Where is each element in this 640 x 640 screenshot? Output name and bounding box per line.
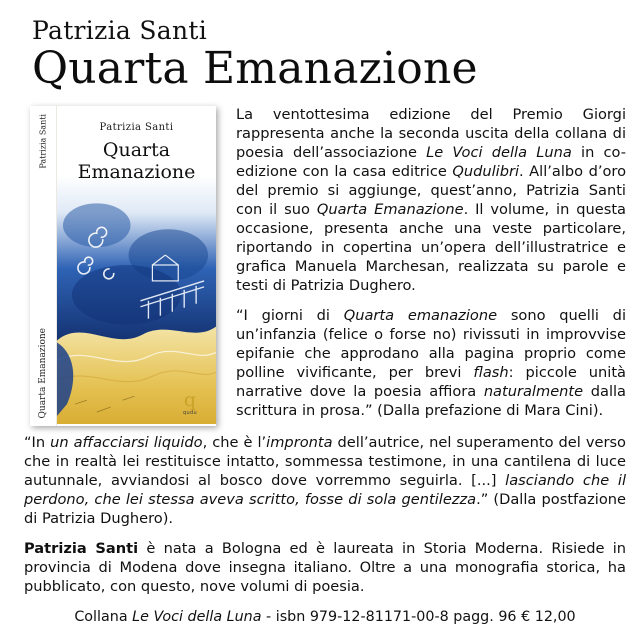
p3-text-3: dell’autrice, nel superamento del verso che in realtà lei restituisce intatto, sommessa testimone, in una cantilena di luce autunnale, avviandosi al bosco dove vorremmo seguirla. [...] bbox=[24, 434, 626, 490]
p2-text-2: sono quelli di un’infanzia (felice o forse no) rivissuti in improvvise epifanie che approdano alla pagina proprio come polline vivificante, per brevi bbox=[236, 307, 627, 382]
p3-italic-2: impronta bbox=[266, 434, 333, 452]
p2-text-4: dalla scrittura in prosa.” (Dalla prefazione di Mara Cini). bbox=[236, 383, 626, 419]
book-spine bbox=[30, 106, 57, 426]
page-author: Patrizia Santi bbox=[32, 16, 207, 45]
p1-text-3: . All’albo d’oro del premio si aggiunge, quest’anno, Patrizia Santi con il suo bbox=[236, 163, 627, 219]
publisher-logo-text: qudu bbox=[183, 410, 197, 417]
blurb-column bbox=[236, 102, 626, 421]
p1-text-1: La ventottesima edizione del Premio Giorgi rappresenta anche la seconda uscita della collana di poesia dell’associazione bbox=[236, 106, 626, 162]
p1-italic-2: Qudulibri bbox=[452, 163, 520, 181]
book-cover-column bbox=[24, 102, 220, 426]
spine-author: Patrizia Santi bbox=[38, 114, 48, 170]
colophon-series: Le Voci della Luna bbox=[132, 609, 262, 626]
p4-text-1: è nata a Bologna ed è laureata in Storia Moderna. Risiede in provincia di Modena dove insegna italiano. Oltre a una monografia storica, ha pubblicato, con questo, nove volumi di poesia. bbox=[24, 540, 626, 596]
cover-title-line1: Quarta bbox=[102, 139, 171, 162]
p2-italic-1: Quarta emanazione bbox=[343, 307, 498, 325]
p1-italic-1: Le Voci della Luna bbox=[426, 144, 572, 162]
p2-text-1: “I giorni di bbox=[236, 307, 344, 325]
content-columns bbox=[24, 102, 626, 426]
book-cover-image bbox=[30, 106, 216, 426]
publisher-logo bbox=[173, 391, 207, 416]
cover-title-line2: Emanazione bbox=[77, 160, 196, 183]
lower-text-block bbox=[24, 434, 626, 625]
spine-title: Quarta Emanazione bbox=[38, 327, 48, 419]
colophon-suffix: - isbn 979-12-81171-00-8 pagg. 96 € 12,00 bbox=[261, 609, 576, 626]
p3-text-2: , che è l’ bbox=[202, 434, 267, 452]
blurb-paragraph-3 bbox=[24, 434, 626, 529]
p3-text-4: .” (Dalla postfazione di Patrizia Dughero). bbox=[24, 491, 626, 528]
book-cover-face bbox=[57, 106, 216, 426]
p2-text-3: : piccole unità narrative dove la poesia affiora bbox=[236, 364, 626, 400]
p3-italic-3: lasciando che il perdono, che lei stessa aveva scritto, fosse di sola gentilezza bbox=[24, 472, 626, 509]
cover-title bbox=[57, 140, 216, 183]
p2-italic-2: flash bbox=[473, 364, 509, 382]
publisher-logo-mark: q bbox=[183, 389, 197, 412]
blurb-paragraph-1 bbox=[236, 106, 626, 296]
colophon-prefix: Collana bbox=[74, 609, 133, 626]
p3-text-1: “In bbox=[24, 434, 51, 452]
p1-text-4: . Il volume, in questa occasione, presenta anche una veste particolare, riportando in copertina un’opera dell’illustratrice e grafica Manuela Marchesan, realizzata su parole e testi di Patrizia Dughero. bbox=[236, 201, 626, 295]
p2-italic-3: naturalmente bbox=[483, 383, 584, 400]
p3-italic-1: un affacciarsi liquido bbox=[50, 434, 203, 452]
cover-author: Patrizia Santi bbox=[99, 122, 174, 134]
p1-italic-3: Quarta Emanazione bbox=[316, 201, 464, 219]
colophon bbox=[24, 609, 626, 625]
blurb-paragraph-2 bbox=[236, 307, 626, 421]
blurb-paragraph-4 bbox=[24, 540, 626, 597]
p4-bold-author: Patrizia Santi bbox=[24, 540, 139, 558]
p1-text-2: in co-edizione con la casa editrice bbox=[236, 144, 627, 181]
page-title: Quarta Emanazione bbox=[32, 43, 478, 95]
